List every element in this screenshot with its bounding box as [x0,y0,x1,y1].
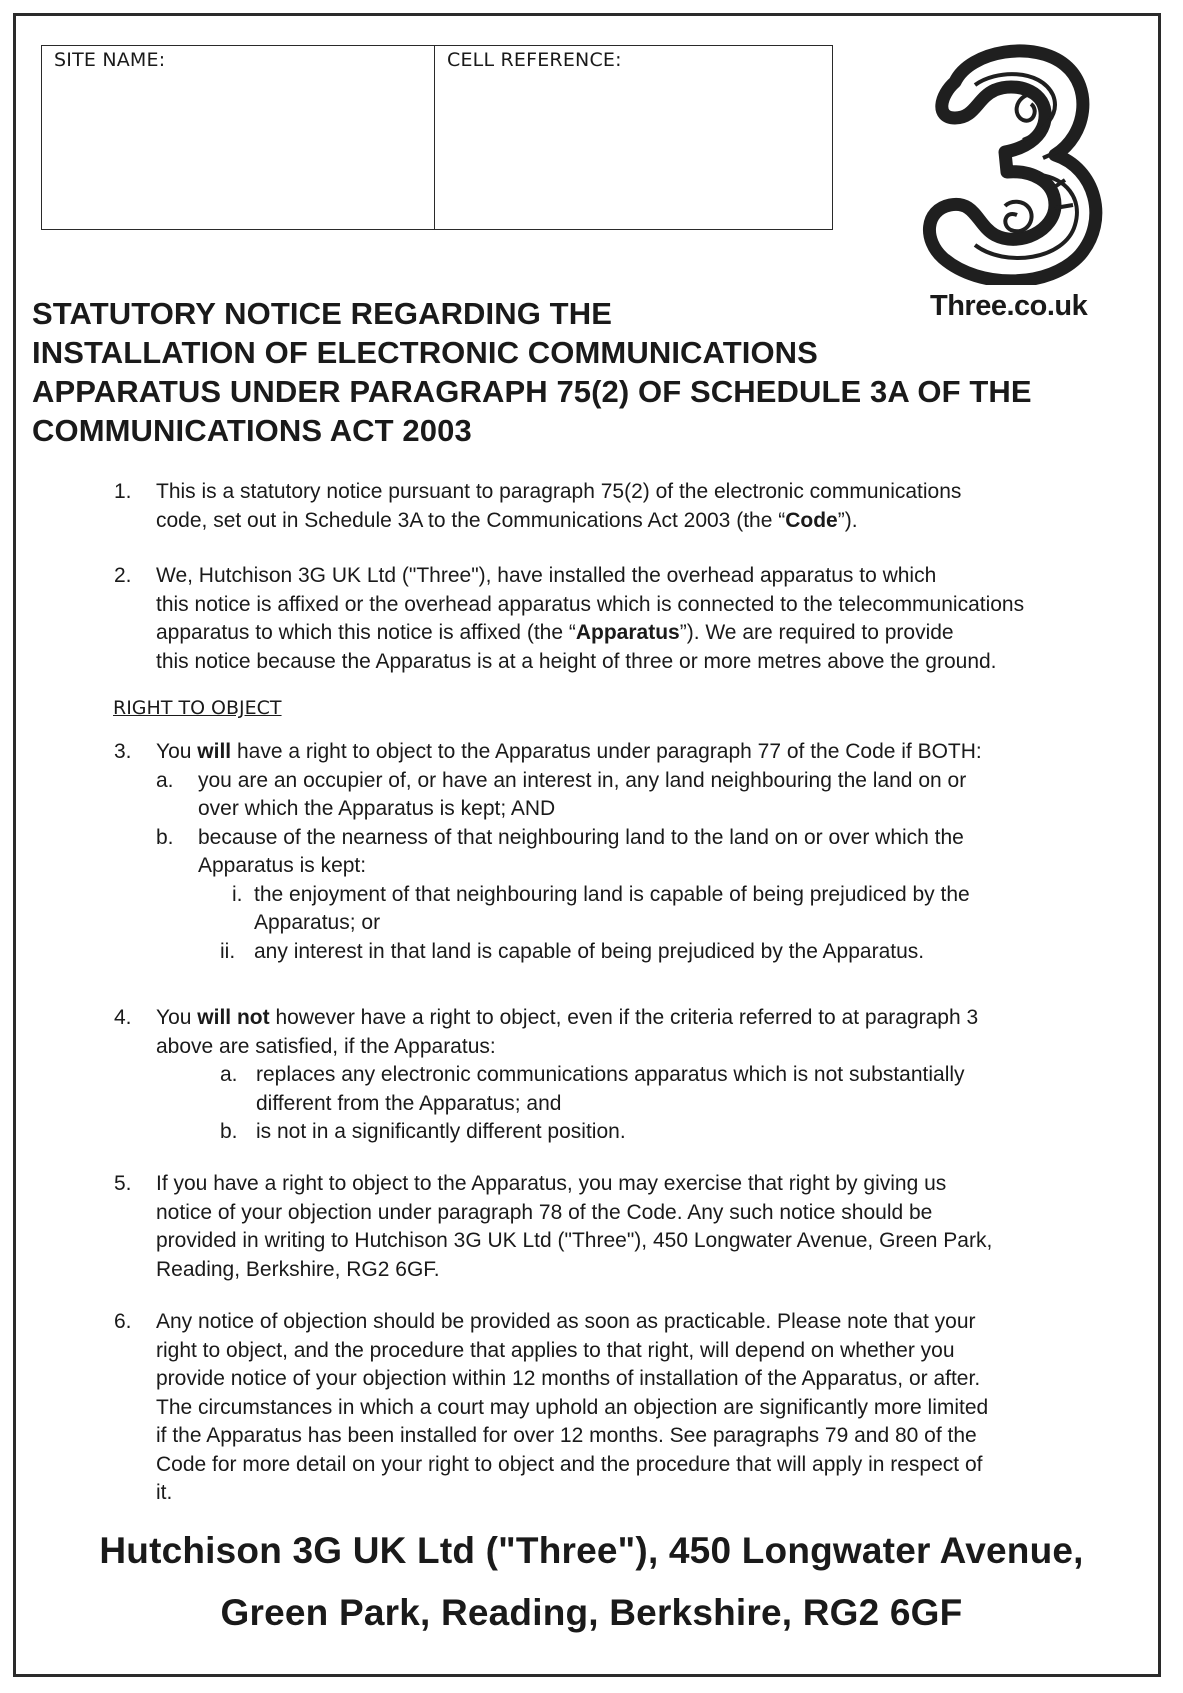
paragraph-line: the enjoyment of that neighbouring land is capable of being prejudiced by the [254,882,970,906]
paragraph-line: notice of your objection under paragraph 78 of the Code. Any such notice should be [156,1200,933,1224]
paragraph-line: Any notice of objection should be provided as soon as practicable. Please note that your [156,1310,976,1333]
footer-address-line-1: Hutchison 3G UK Ltd ("Three"), 450 Longwater Avenue, [99,1530,1084,1571]
paragraph-line: replaces any electronic communications apparatus which is not substantially [256,1063,965,1086]
title-line: STATUTORY NOTICE REGARDING THE [32,296,612,331]
paragraph-line: because of the nearness of that neighbouring land to the land on or over which the [198,825,964,849]
paragraph-line: above are satisfied, if the Apparatus: [156,1034,496,1058]
paragraph-line: provide notice of your objection within 12 months of installation of the Apparatus, or after. [156,1367,981,1390]
sub-item-marker: i. [232,882,243,906]
paragraph-line: any interest in that land is capable of being prejudiced by the Apparatus. [254,939,925,963]
cell-reference-field [435,46,832,229]
title-line: COMMUNICATIONS ACT 2003 [32,413,472,448]
sub-item-marker: b. [156,825,174,849]
paragraph-line: provided in writing to Hutchison 3G UK Ltd ("Three"), 450 Longwater Avenue, Green Park, [156,1229,993,1252]
paragraph-6 [108,1308,1108,1508]
sub-item-a [156,767,1108,824]
paragraph-line: If you have a right to object to the Apparatus, you may exercise that right by giving us [156,1172,947,1195]
paragraph-line: different from the Apparatus; and [256,1091,562,1115]
sub-item-b [220,1118,1108,1147]
paragraph-line: you are an occupier of, or have an interest in, any land neighbouring the land on or [198,768,967,792]
paragraph-line: Reading, Berkshire, RG2 6GF. [156,1257,440,1281]
paragraph-line: We, Hutchison 3G UK Ltd ("Three"), have installed the overhead apparatus to which [156,564,937,587]
paragraph-4 [108,1004,1108,1147]
emphasis: will not [197,1006,270,1029]
paragraph-line: This is a statutory notice pursuant to paragraph 75(2) of the electronic communications [156,480,962,503]
paragraph-line: Apparatus is kept: [198,854,367,877]
paragraph-number: 3. [114,740,132,763]
paragraph-number: 4. [114,1006,132,1029]
paragraph-line: this notice is affixed or the overhead apparatus which is connected to the telecommunications [156,592,1025,616]
paragraph-line: is not in a significantly different position. [256,1120,626,1143]
defined-term: Code [785,508,838,532]
paragraph-line: Apparatus; or [254,911,381,934]
three-logo [900,40,1130,330]
paragraph-line: if the Apparatus has been installed for over 12 months. See paragraphs 79 and 80 of the [156,1424,977,1447]
paragraph-1 [108,478,1108,535]
paragraph-3 [108,738,1108,966]
defined-term: Apparatus [575,621,680,644]
paragraph-line: The circumstances in which a court may uphold an objection are significantly more limited [156,1395,989,1419]
paragraph-line: over which the Apparatus is kept; AND [198,797,556,820]
cell-reference-label: CELL REFERENCE: [447,49,622,71]
paragraph-2 [108,562,1108,676]
logo-text: Three.co.uk [930,290,1088,322]
emphasis: will [197,740,232,763]
paragraph-line: right to object, and the procedure that applies to that right, will depend on whether you [156,1338,955,1362]
paragraph-line: it. [156,1481,173,1504]
paragraph-number: 5. [114,1172,132,1195]
paragraph-5 [108,1170,1108,1284]
paragraph-number: 6. [114,1310,132,1333]
paragraph-line: You will not however have a right to object, even if the criteria referred to at paragraph 3 [156,1006,979,1029]
site-name-label: SITE NAME: [54,49,166,71]
site-name-field [42,46,435,229]
sub-item-b [156,824,1108,881]
right-to-object-heading: RIGHT TO OBJECT [113,697,282,719]
footer-address-line-2: Green Park, Reading, Berkshire, RG2 6GF [220,1592,963,1633]
sub-item-ii [220,938,1108,967]
paragraph-line: this notice because the Apparatus is at a height of three or more metres above the ground. [156,649,997,673]
title-line: INSTALLATION OF ELECTRONIC COMMUNICATIONS [32,335,818,370]
sub-item-a [220,1061,1108,1118]
sub-item-marker: a. [220,1063,238,1086]
sub-item-marker: a. [156,768,174,792]
paragraph-line: You will have a right to object to the Apparatus under paragraph 77 of the Code if BOTH: [156,740,982,763]
three-logo-icon [915,40,1105,285]
paragraph-number: 2. [114,564,132,587]
sub-item-i [232,881,1108,938]
sub-item-marker: b. [220,1120,238,1143]
sub-item-marker: ii. [220,939,236,963]
notice-title [32,294,1142,450]
paragraph-number: 1. [114,480,132,503]
site-reference-table [41,45,833,230]
paragraph-line: apparatus to which this notice is affixed (the “Apparatus”). We are required to provide [156,621,954,644]
paragraph-line: Code for more detail on your right to object and the procedure that will apply in respect of [156,1452,983,1476]
title-line: APPARATUS UNDER PARAGRAPH 75(2) OF SCHEDULE 3A OF THE [32,374,1032,409]
paragraph-line: code, set out in Schedule 3A to the Communications Act 2003 (the “Code”). [156,508,858,532]
